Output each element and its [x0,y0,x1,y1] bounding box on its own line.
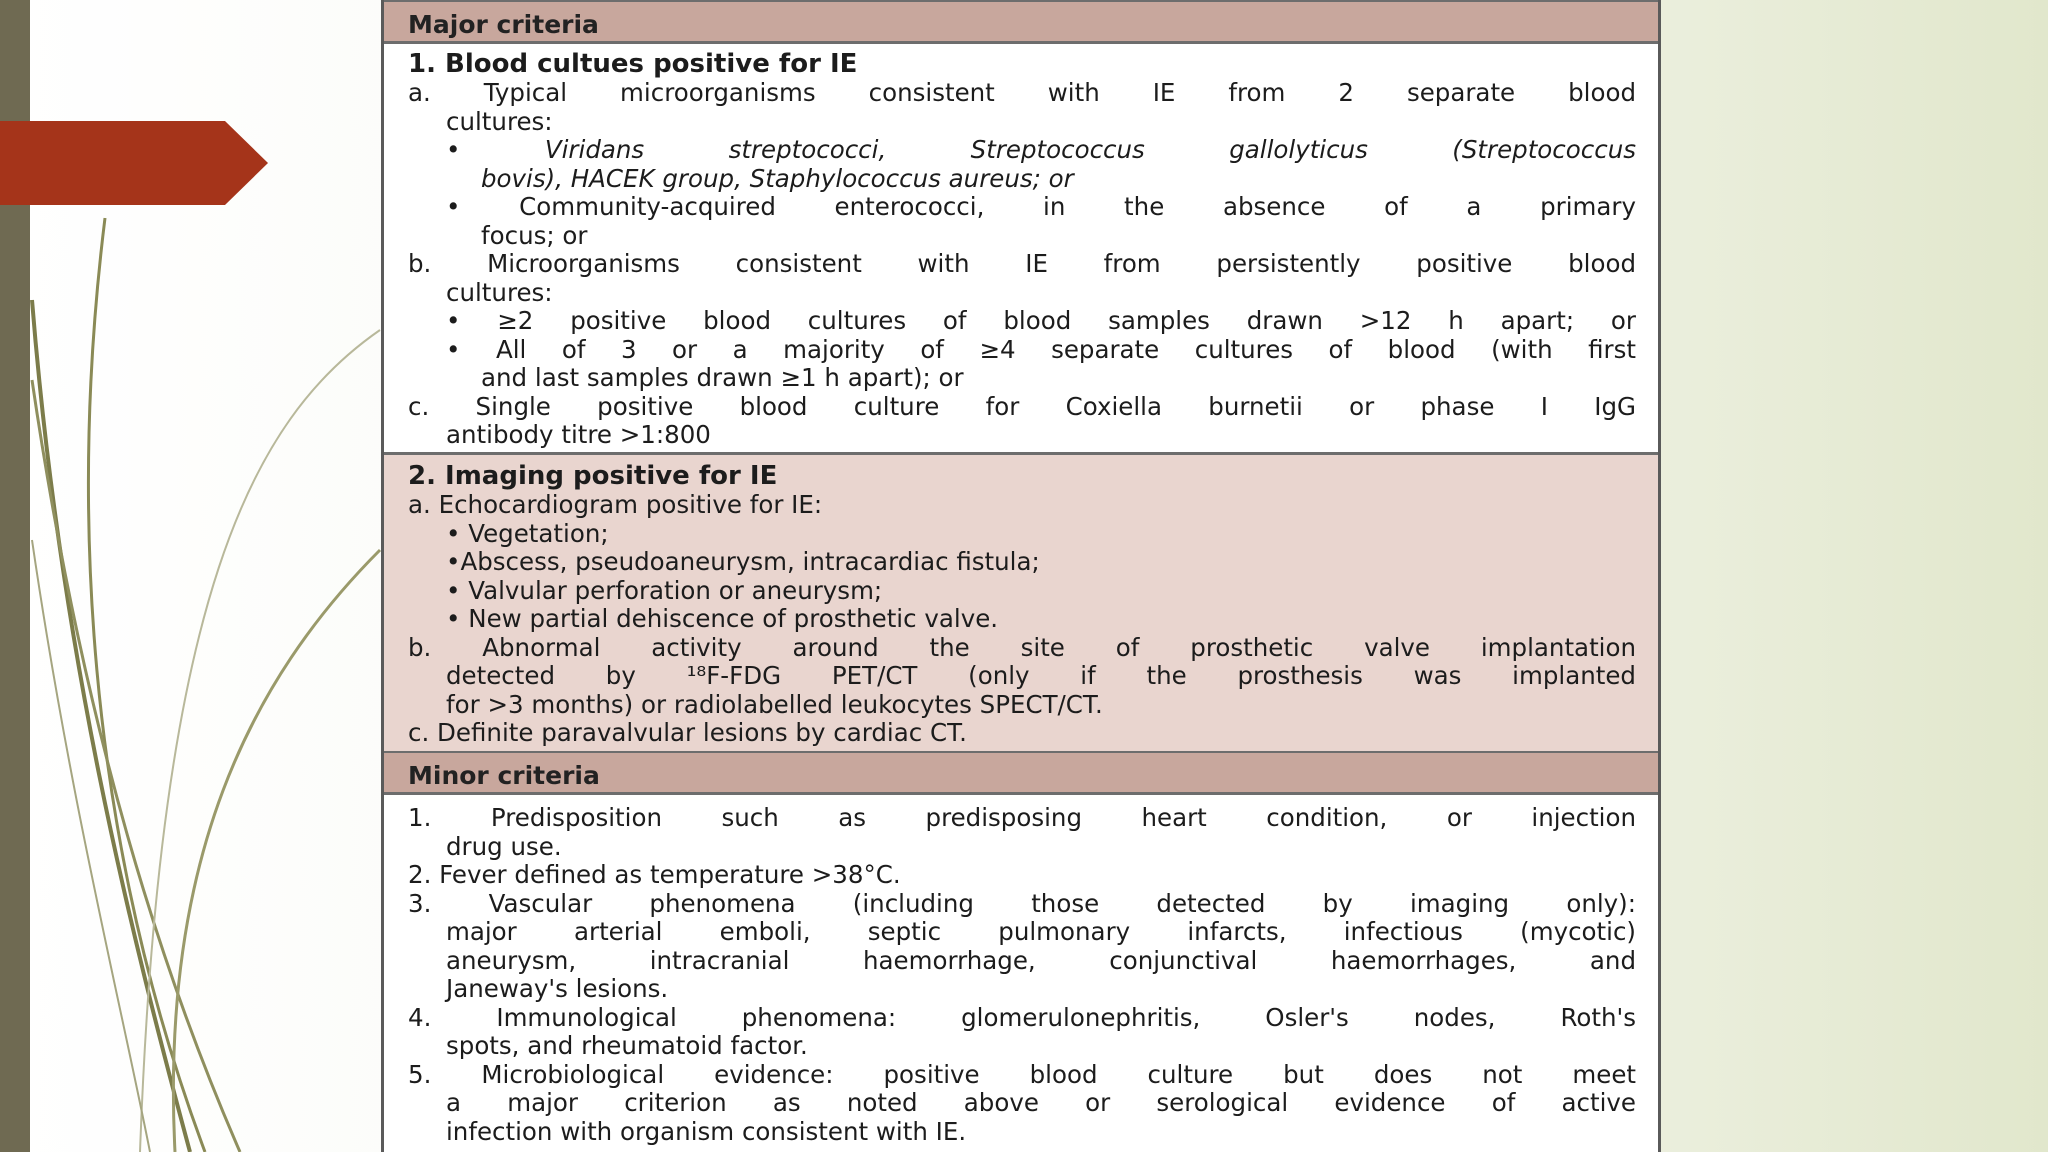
criterion-line: 1. Predisposition such as predisposing heart condition, or injection [408,803,1636,832]
major-criteria-header: Major criteria [384,0,1658,44]
criterion-line: major arterial emboli, septic pulmonary infarcts, infectious (mycotic) [446,917,1636,946]
criterion-line: infection with organism consistent with IE. [446,1116,967,1146]
blood-cultures-section [384,44,1658,455]
criterion-line: c. Definite paravalvular lesions by cardiac CT. [408,718,967,747]
criterion-line: c. Single positive blood culture for Coxiella burnetii or phase I IgG [408,391,1636,421]
imaging-title: 2. Imaging positive for IE [408,461,778,491]
criterion-line: antibody titre >1:800 [446,420,711,449]
criterion-bullet: • Vegetation; [446,518,609,548]
criterion-line: and last samples drawn ≥1 h apart); or [481,363,964,392]
criterion-line: spots, and rheumatoid factor. [446,1031,808,1060]
criterion-line: 3. Vascular phenomena (including those detected by imaging only): [408,888,1636,918]
criterion-bullet: • ≥2 positive blood cultures of blood samples drawn >12 h apart; or [446,306,1636,335]
criterion-line: drug use. [446,831,562,861]
criterion-bullet: •Abscess, pseudoaneurysm, intracardiac fistula; [446,547,1040,576]
criteria-table [381,0,1661,1152]
criterion-line: focus; or [481,220,588,250]
criterion-bullet: • All of 3 or a majority of ≥4 separate cultures of blood (with first [446,334,1636,364]
criterion-line: b. Microorganisms consistent with IE from persistently positive blood [408,249,1636,278]
criterion-line: aneurysm, intracranial haemorrhage, conjunctival haemorrhages, and [446,945,1636,975]
criterion-line: 4. Immunological phenomena: glomerulonephritis, Osler's nodes, Roth's [408,1002,1636,1032]
criterion-line: Janeway's lesions. [446,974,669,1003]
criterion-line: cultures: [446,277,553,307]
criterion-line: 5. Microbiological evidence: positive blood culture but does not meet [408,1059,1636,1089]
criterion-line: 2. Fever defined as temperature >38°C. [408,860,901,889]
minor-criteria-header: Minor criteria [384,751,1658,795]
criterion-line: a. Typical microorganisms consistent with IE from 2 separate blood [408,78,1636,107]
criterion-line: for >3 months) or radiolabelled leukocytes SPECT/CT. [446,689,1103,719]
criterion-bullet: • Viridans streptococci, Streptococcus gallolyticus (Streptococcus [446,135,1636,164]
imaging-section [384,455,1658,751]
criterion-line: b. Abnormal activity around the site of prosthetic valve implantation [408,632,1636,662]
criterion-bullet: • Valvular perforation or aneurysm; [446,575,883,605]
criterion-bullet: • New partial dehiscence of prosthetic valve. [446,604,999,633]
criterion-line: a. Echocardiogram positive for IE: [408,490,823,519]
criterion-line: a major criterion as noted above or serological evidence of active [446,1088,1636,1117]
criterion-line: bovis), HACEK group, Staphylococcus aureus; or [481,163,1074,193]
criterion-bullet: • Community-acquired enterococci, in the absence of a primary [446,192,1636,221]
minor-criteria-section [384,795,1658,1152]
criterion-line: detected by ¹⁸F-FDG PET/CT (only if the prosthesis was implanted [446,661,1636,690]
criterion-line: cultures: [446,106,553,136]
blood-cultures-title: 1. Blood cultues positive for IE [408,49,858,79]
red-arrow-shape [0,121,268,205]
